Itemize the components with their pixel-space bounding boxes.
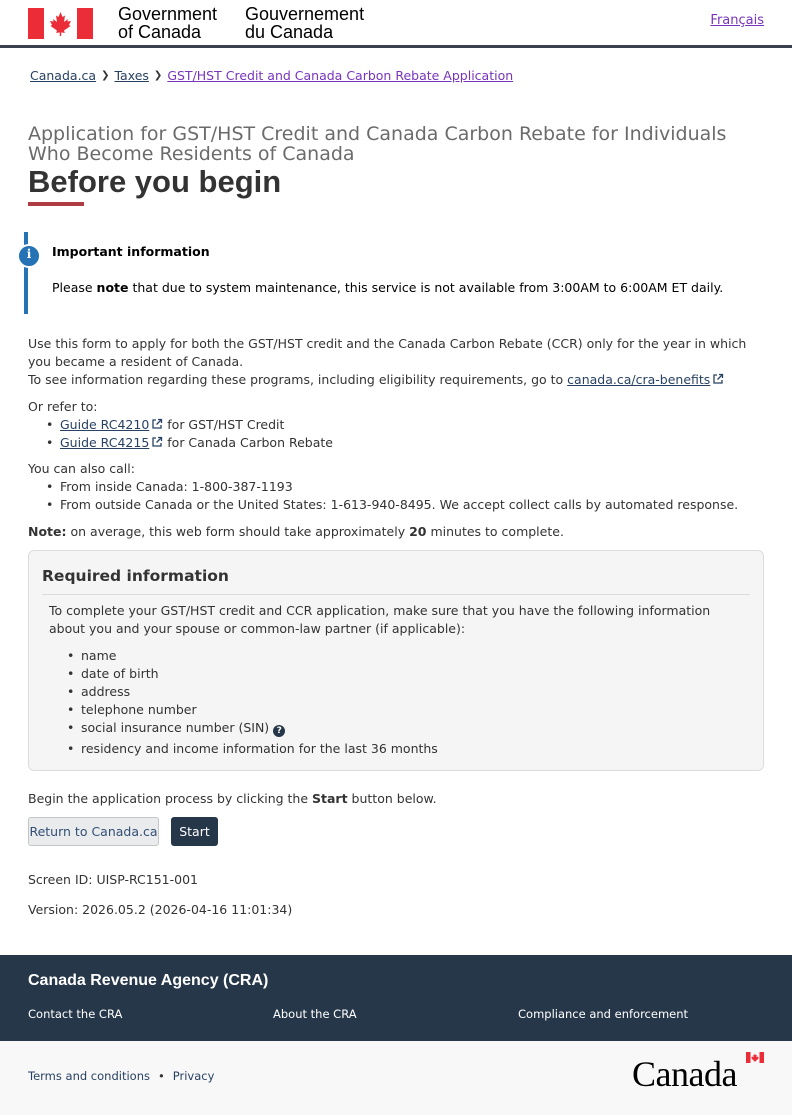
info-icon: i	[17, 244, 41, 268]
list-item	[67, 719, 438, 737]
list-item: • residency and income information for the last 36 months	[67, 740, 438, 758]
title-underline	[28, 202, 84, 206]
note-minutes: 20	[409, 524, 427, 539]
canada-flag-icon	[28, 8, 93, 39]
guide-description: for Canada Carbon Rebate	[163, 435, 333, 450]
government-wordmark-en	[118, 5, 217, 41]
privacy-link[interactable]: Privacy	[172, 1069, 215, 1083]
note-label: Note:	[28, 524, 67, 539]
application-title: Application for GST/HST Credit and Canada Carbon Rebate for Individuals Who Become Residents of Canada	[28, 123, 727, 165]
compliance-link[interactable]: Compliance and enforcement	[518, 1007, 689, 1021]
intro-link-line	[28, 371, 768, 389]
footer-sub-links	[28, 1069, 214, 1083]
breadcrumb-application-link[interactable]: GST/HST Credit and Canada Carbon Rebate Application	[167, 68, 514, 83]
list-item: • telephone number	[67, 701, 438, 719]
note-text: minutes to complete.	[426, 524, 564, 539]
required-info-panel	[28, 550, 764, 771]
site-header	[0, 0, 792, 48]
site-footer	[0, 955, 792, 1041]
version-info: Version: 2026.05.2 (2026-04-16 11:01:34)	[28, 902, 293, 917]
call-section	[28, 460, 768, 514]
breadcrumb-canada-link[interactable]: Canada.ca	[30, 68, 97, 83]
government-wordmark-fr	[245, 5, 364, 41]
phone-list	[28, 478, 768, 514]
start-button[interactable]: Start	[171, 817, 218, 846]
help-icon[interactable]: ?	[273, 725, 285, 737]
refer-label: Or refer to:	[28, 399, 98, 414]
external-link-icon	[712, 373, 724, 385]
chevron-right-icon: ❯	[101, 70, 110, 81]
guide-description: for GST/HST Credit	[163, 417, 285, 432]
list-item: • From inside Canada: 1-800-387-1193	[46, 478, 768, 496]
begin-emphasis: Start	[312, 791, 348, 806]
list-item: • date of birth	[67, 665, 438, 683]
canada-wordmark-text: Canada	[632, 1054, 737, 1094]
intro-section	[28, 335, 768, 389]
separator-dot: •	[157, 1069, 165, 1083]
intro-text: Use this form to apply for both the GST/HST credit and the Canada Carbon Rebate (CCR) only for the year in which you became a resident of Canada.	[28, 336, 747, 369]
wordmark-fr-line2: du Canada	[245, 22, 334, 42]
breadcrumb-taxes-link[interactable]: Taxes	[114, 68, 149, 83]
alert-body-text: that due to system maintenance, this service is not available from 3:00AM to 6:00AM ET daily.	[128, 280, 724, 295]
intro-link-prefix: To see information regarding these programs, including eligibility requirements, go to	[28, 372, 568, 387]
divider	[42, 594, 750, 595]
refer-section	[28, 398, 768, 452]
canada-wordmark-logo	[632, 1056, 764, 1092]
list-item: • From outside Canada or the United States: 1-613-940-8495. We accept collect calls by automated response.	[46, 496, 768, 514]
sin-label: social insurance number (SIN)	[81, 720, 270, 735]
chevron-right-icon: ❯	[153, 70, 163, 81]
wordmark-en-line1: Government	[118, 4, 218, 24]
begin-text: button below.	[347, 791, 437, 806]
footer-sub	[0, 1041, 792, 1115]
panel-title: Required information	[42, 567, 229, 585]
cra-benefits-link[interactable]: canada.ca/cra-benefits	[567, 372, 711, 387]
about-cra-link[interactable]: About the CRA	[273, 1007, 357, 1021]
external-link-icon	[151, 418, 163, 430]
panel-intro: To complete your GST/HST credit and CCR application, make sure that you have the following information about you and your spouse or common-law partner (if applicable):	[49, 603, 711, 636]
list-item: • address	[67, 683, 438, 701]
language-toggle-link[interactable]: Français	[710, 13, 764, 28]
alert-body	[52, 280, 723, 295]
terms-link[interactable]: Terms and conditions	[28, 1069, 150, 1083]
call-label: You can also call:	[28, 461, 135, 476]
begin-instructions	[28, 791, 437, 806]
footer-title: Canada Revenue Agency (CRA)	[28, 972, 269, 989]
list-item	[46, 416, 768, 434]
screen-id: Screen ID: UISP-RC151-001	[28, 872, 199, 887]
wordmark-flag-icon	[746, 1052, 764, 1063]
guide-list	[28, 416, 768, 452]
important-info-alert	[24, 232, 764, 314]
breadcrumb	[30, 68, 513, 83]
required-info-list	[49, 647, 438, 758]
wordmark-fr-line1: Gouvernement	[245, 4, 365, 24]
contact-cra-link[interactable]: Contact the CRA	[28, 1007, 123, 1021]
return-to-canada-button[interactable]: Return to Canada.ca	[28, 817, 159, 846]
begin-text: Begin the application process by clicking the	[28, 791, 313, 806]
page-title: Before you begin	[28, 164, 282, 199]
list-item: • name	[67, 647, 438, 665]
external-link-icon	[151, 436, 163, 448]
duration-note	[28, 523, 768, 541]
guide-rc4215-link[interactable]: Guide RC4215	[60, 435, 150, 450]
alert-heading: Important information	[52, 244, 210, 259]
alert-body-text: Please	[52, 280, 97, 295]
list-item	[46, 434, 768, 452]
wordmark-en-line2: of Canada	[118, 22, 202, 42]
alert-body-emphasis: note	[96, 280, 129, 295]
guide-rc4210-link[interactable]: Guide RC4210	[60, 417, 150, 432]
note-text: on average, this web form should take approximately	[66, 524, 410, 539]
